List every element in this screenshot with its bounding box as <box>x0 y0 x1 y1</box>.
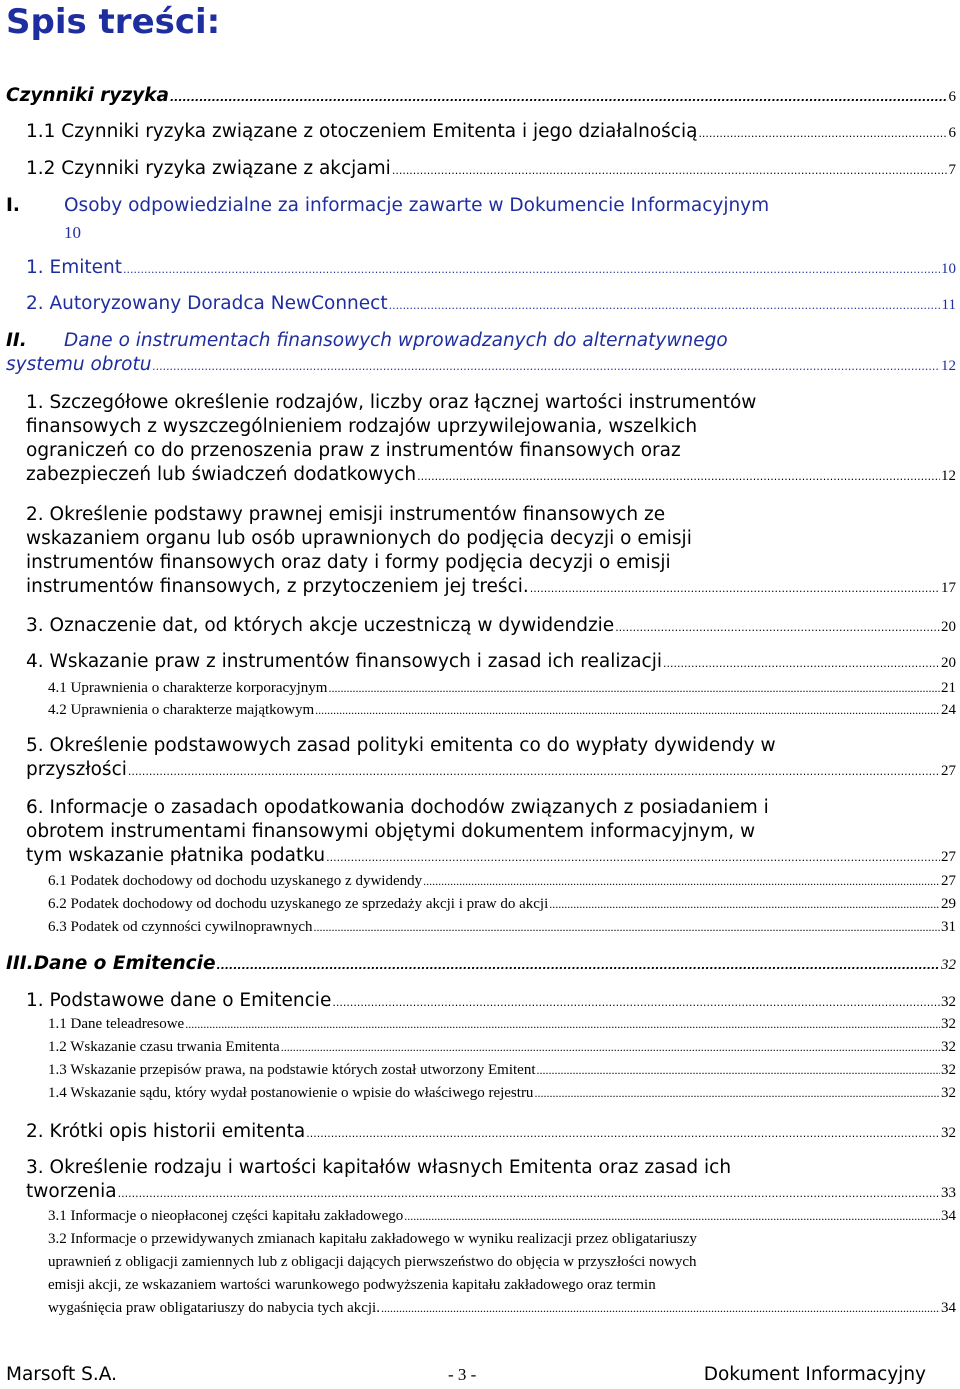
toc-entry-text: 6. Informacje o zasadach opodatkowania dochodów związanych z posiadaniem i <box>26 797 769 818</box>
toc-entry-ii-6[interactable] <box>26 796 956 870</box>
toc-entry-text: 6.3 Podatek od czynności cywilnoprawnych <box>48 919 313 935</box>
toc-entry-iii-1-2[interactable] <box>48 1036 956 1059</box>
toc-entry-text: wygaśnięcia praw obligatariuszy do nabycia tych akcji. <box>48 1300 380 1316</box>
toc-leader-dots <box>663 652 940 676</box>
toc-entry-ii-2[interactable] <box>26 503 956 601</box>
toc-entry-iii-3-2[interactable] <box>48 1228 956 1320</box>
toc-section-number: II. <box>6 330 27 351</box>
toc-entry-section-ii[interactable] <box>6 329 956 379</box>
toc-leader-dots <box>314 916 940 939</box>
toc-page-number: 24 <box>941 702 956 718</box>
toc-leader-dots <box>417 465 940 489</box>
toc-entry-text: 2. Autoryzowany Doradca NewConnect <box>26 293 388 314</box>
toc-leader-dots <box>332 991 940 1015</box>
toc-entry-text: 3. Określenie rodzaju i wartości kapitałów własnych Emitenta oraz zasad ich <box>26 1157 732 1178</box>
toc-entry-text: obrotem instrumentami finansowymi objętymi dokumentem informacyjnym, w <box>26 821 756 842</box>
toc-page-number: 34 <box>941 1208 956 1224</box>
toc-entry-iii-1-3[interactable] <box>48 1059 956 1082</box>
toc-leader-dots <box>392 159 948 183</box>
page-title: Spis treści: <box>6 2 221 42</box>
toc-entry-text: tym wskazanie płatnika podatku <box>26 845 326 866</box>
toc-entry-text: 3.2 Informacje o przewidywanych zmianach kapitału zakładowego w wyniku realizacji przez obligatariuszy <box>48 1231 697 1247</box>
toc-page-number: 20 <box>941 619 956 635</box>
toc-entry-text: 1.2 Czynniki ryzyka związane z akcjami <box>26 158 391 179</box>
toc-entry-autoryzowany-doradca[interactable] <box>26 292 956 318</box>
toc-entry-text: tworzenia <box>26 1181 117 1202</box>
toc-page-number: 10 <box>941 261 956 277</box>
toc-entry-text: przyszłości <box>26 759 127 780</box>
toc-entry-text: 4. Wskazanie praw z instrumentów finansowych i zasad ich realizacji <box>26 651 662 672</box>
toc-entry-text: finansowych z wyszczególnieniem rodzajów uprzywilejowania, wszelkich <box>26 416 698 437</box>
toc-leader-dots <box>281 1036 940 1059</box>
toc-entry-1-1[interactable] <box>26 120 956 146</box>
toc-entry-text: emisji akcji, ze wskazaniem wartości warunkowego podwyższenia kapitału zakładowego oraz termin <box>48 1277 656 1293</box>
toc-page-number: 32 <box>941 957 956 973</box>
toc-entry-text: 6.1 Podatek dochodowy od dochodu uzyskanego z dywidendy <box>48 873 423 889</box>
toc-page-number: 10 <box>64 223 81 242</box>
toc-entry-iii-2[interactable] <box>26 1120 956 1146</box>
toc-entry-text: systemu obrotu <box>6 354 152 375</box>
toc-page-number: 27 <box>941 849 956 865</box>
toc-page-number: 32 <box>941 1125 956 1141</box>
toc-leader-dots <box>170 86 948 110</box>
toc-entry-text: 4.1 Uprawnienia o charakterze korporacyjnym <box>48 680 328 696</box>
toc-entry-ii-6-2[interactable] <box>48 893 956 916</box>
toc-entry-text: Dane o Emitencie <box>33 953 216 974</box>
toc-entry-ii-4-1[interactable] <box>48 677 956 700</box>
toc-leader-dots <box>404 1205 940 1228</box>
toc-leader-dots <box>534 1082 940 1105</box>
toc-page-number: 11 <box>941 297 956 313</box>
toc-leader-dots <box>389 294 941 318</box>
toc-page-number: 12 <box>941 468 956 484</box>
toc-entry-text: 2. Krótki opis historii emitenta <box>26 1121 306 1142</box>
toc-page-number: 27 <box>941 873 956 889</box>
toc-entry-text: 2. Określenie podstawy prawnej emisji instrumentów finansowych ze <box>26 504 666 525</box>
toc-entry-text: 4.2 Uprawnienia o charakterze majątkowym <box>48 702 315 718</box>
toc-entry-text: 3. Oznaczenie dat, od których akcje uczestniczą w dywidendzie <box>26 615 615 636</box>
toc-entry-section-i[interactable] <box>6 194 956 218</box>
toc-leader-dots <box>326 846 940 870</box>
toc-page-number: 32 <box>941 1085 956 1101</box>
toc-entry-text: 1. Szczegółowe określenie rodzajów, liczby oraz łącznej wartości instrumentów <box>26 392 757 413</box>
toc-leader-dots <box>549 893 940 916</box>
toc-leader-dots <box>423 870 940 893</box>
toc-entry-czynniki-ryzyka[interactable] <box>6 84 956 110</box>
toc-entry-text: 1. Emitent <box>26 257 122 278</box>
toc-page-number: 29 <box>941 896 956 912</box>
toc-page-number: 12 <box>941 358 956 374</box>
toc-entry-ii-4-2[interactable] <box>48 699 956 722</box>
toc-leader-dots <box>615 616 940 640</box>
toc-page-number: 32 <box>941 994 956 1010</box>
toc-entry-text: wskazaniem organu lub osób uprawnionych do podjęcia decyzji o emisji <box>26 528 692 549</box>
toc-entry-text: Osoby odpowiedzialne za informacje zawarte w Dokumencie Informacyjnym <box>64 195 770 216</box>
toc-page-number: 33 <box>941 1185 956 1201</box>
toc-leader-dots <box>328 677 940 700</box>
toc-section-number: III. <box>6 953 34 974</box>
toc-entry-iii-1[interactable] <box>26 989 956 1015</box>
toc-entry-text: uprawnień z obligacji zamiennych lub z obligacji dających pierwszeństwo do objęcia w przyszłości nowych <box>48 1254 697 1270</box>
toc-entry-text: 1.3 Wskazanie przepisów prawa, na podstawie których został utworzony Emitent <box>48 1062 536 1078</box>
toc-leader-dots <box>381 1297 940 1320</box>
footer-page-number: - 3 - <box>448 1365 477 1384</box>
toc-leader-dots <box>698 122 947 146</box>
toc-entry-text: instrumentów finansowych oraz daty i formy podjęcia decyzji o emisji <box>26 552 671 573</box>
toc-leader-dots <box>185 1013 940 1036</box>
toc-page-number: 6 <box>948 125 956 141</box>
toc-page-number: 34 <box>941 1300 956 1316</box>
toc-entry-ii-5[interactable] <box>26 734 956 784</box>
toc-leader-dots <box>128 760 940 784</box>
toc-entry-text: 1.4 Wskazanie sądu, który wydał postanowienie o wpisie do właściwego rejestru <box>48 1085 534 1101</box>
toc-entry-1-2[interactable] <box>26 157 956 183</box>
toc-page-number: 6 <box>948 89 956 105</box>
toc-page-number: 21 <box>941 680 956 696</box>
toc-leader-dots <box>152 355 940 379</box>
toc-entry-text: 1.1 Czynniki ryzyka związane z otoczeniem Emitenta i jego działalnością <box>26 121 698 142</box>
toc-entry-iii-1-4[interactable] <box>48 1082 956 1105</box>
toc-leader-dots <box>315 699 940 722</box>
toc-page-number: 20 <box>941 655 956 671</box>
toc-entry-section-iii[interactable] <box>6 952 956 978</box>
toc-entry-emitent[interactable] <box>26 256 956 282</box>
toc-page-number: 32 <box>941 1062 956 1078</box>
toc-page-number: 7 <box>948 162 956 178</box>
toc-page-number: 27 <box>941 763 956 779</box>
toc-leader-dots <box>217 954 940 978</box>
toc-leader-dots <box>306 1122 940 1146</box>
toc-entry-text: Czynniki ryzyka <box>6 85 169 106</box>
toc-entry-text: 1.1 Dane teleadresowe <box>48 1016 185 1032</box>
toc-entry-text: 5. Określenie podstawowych zasad polityki emitenta co do wypłaty dywidendy w <box>26 735 776 756</box>
toc-page-number: 32 <box>941 1016 956 1032</box>
toc-leader-dots <box>537 1059 941 1082</box>
toc-entry-ii-4[interactable] <box>26 650 956 676</box>
toc-entry-ii-1[interactable] <box>26 391 956 489</box>
footer-document-name: Dokument Informacyjny <box>703 1364 926 1385</box>
toc-leader-dots <box>123 258 940 282</box>
toc-entry-ii-6-3[interactable] <box>48 916 956 939</box>
toc-entry-ii-6-1[interactable] <box>48 870 956 893</box>
toc-entry-text: 6.2 Podatek dochodowy od dochodu uzyskanego ze sprzedaży akcji i praw do akcji <box>48 896 549 912</box>
toc-leader-dots <box>530 577 940 601</box>
footer-company: Marsoft S.A. <box>6 1364 118 1385</box>
toc-entry-text: instrumentów finansowych, z przytoczeniem jej treści. <box>26 576 529 597</box>
toc-entry-text: 1. Podstawowe dane o Emitencie <box>26 990 332 1011</box>
toc-entry-ii-3[interactable] <box>26 614 956 640</box>
toc-leader-dots <box>118 1182 940 1206</box>
toc-page-number: 17 <box>941 580 956 596</box>
toc-entry-iii-3[interactable] <box>26 1156 956 1206</box>
toc-section-number: I. <box>6 195 20 216</box>
toc-entry-text: Dane o instrumentach finansowych wprowadzanych do alternatywnego <box>64 330 728 351</box>
toc-entry-text: ograniczeń co do przenoszenia praw z instrumentów finansowych oraz <box>26 440 681 461</box>
toc-entry-text: 1.2 Wskazanie czasu trwania Emitenta <box>48 1039 280 1055</box>
toc-page-number: 31 <box>941 919 956 935</box>
toc-entry-iii-3-1[interactable] <box>48 1205 956 1228</box>
toc-entry-text: zabezpieczeń lub świadczeń dodatkowych <box>26 464 417 485</box>
toc-page-number: 32 <box>941 1039 956 1055</box>
toc-entry-iii-1-1[interactable] <box>48 1013 956 1036</box>
toc-entry-text: 3.1 Informacje o nieopłaconej części kapitału zakładowego <box>48 1208 404 1224</box>
